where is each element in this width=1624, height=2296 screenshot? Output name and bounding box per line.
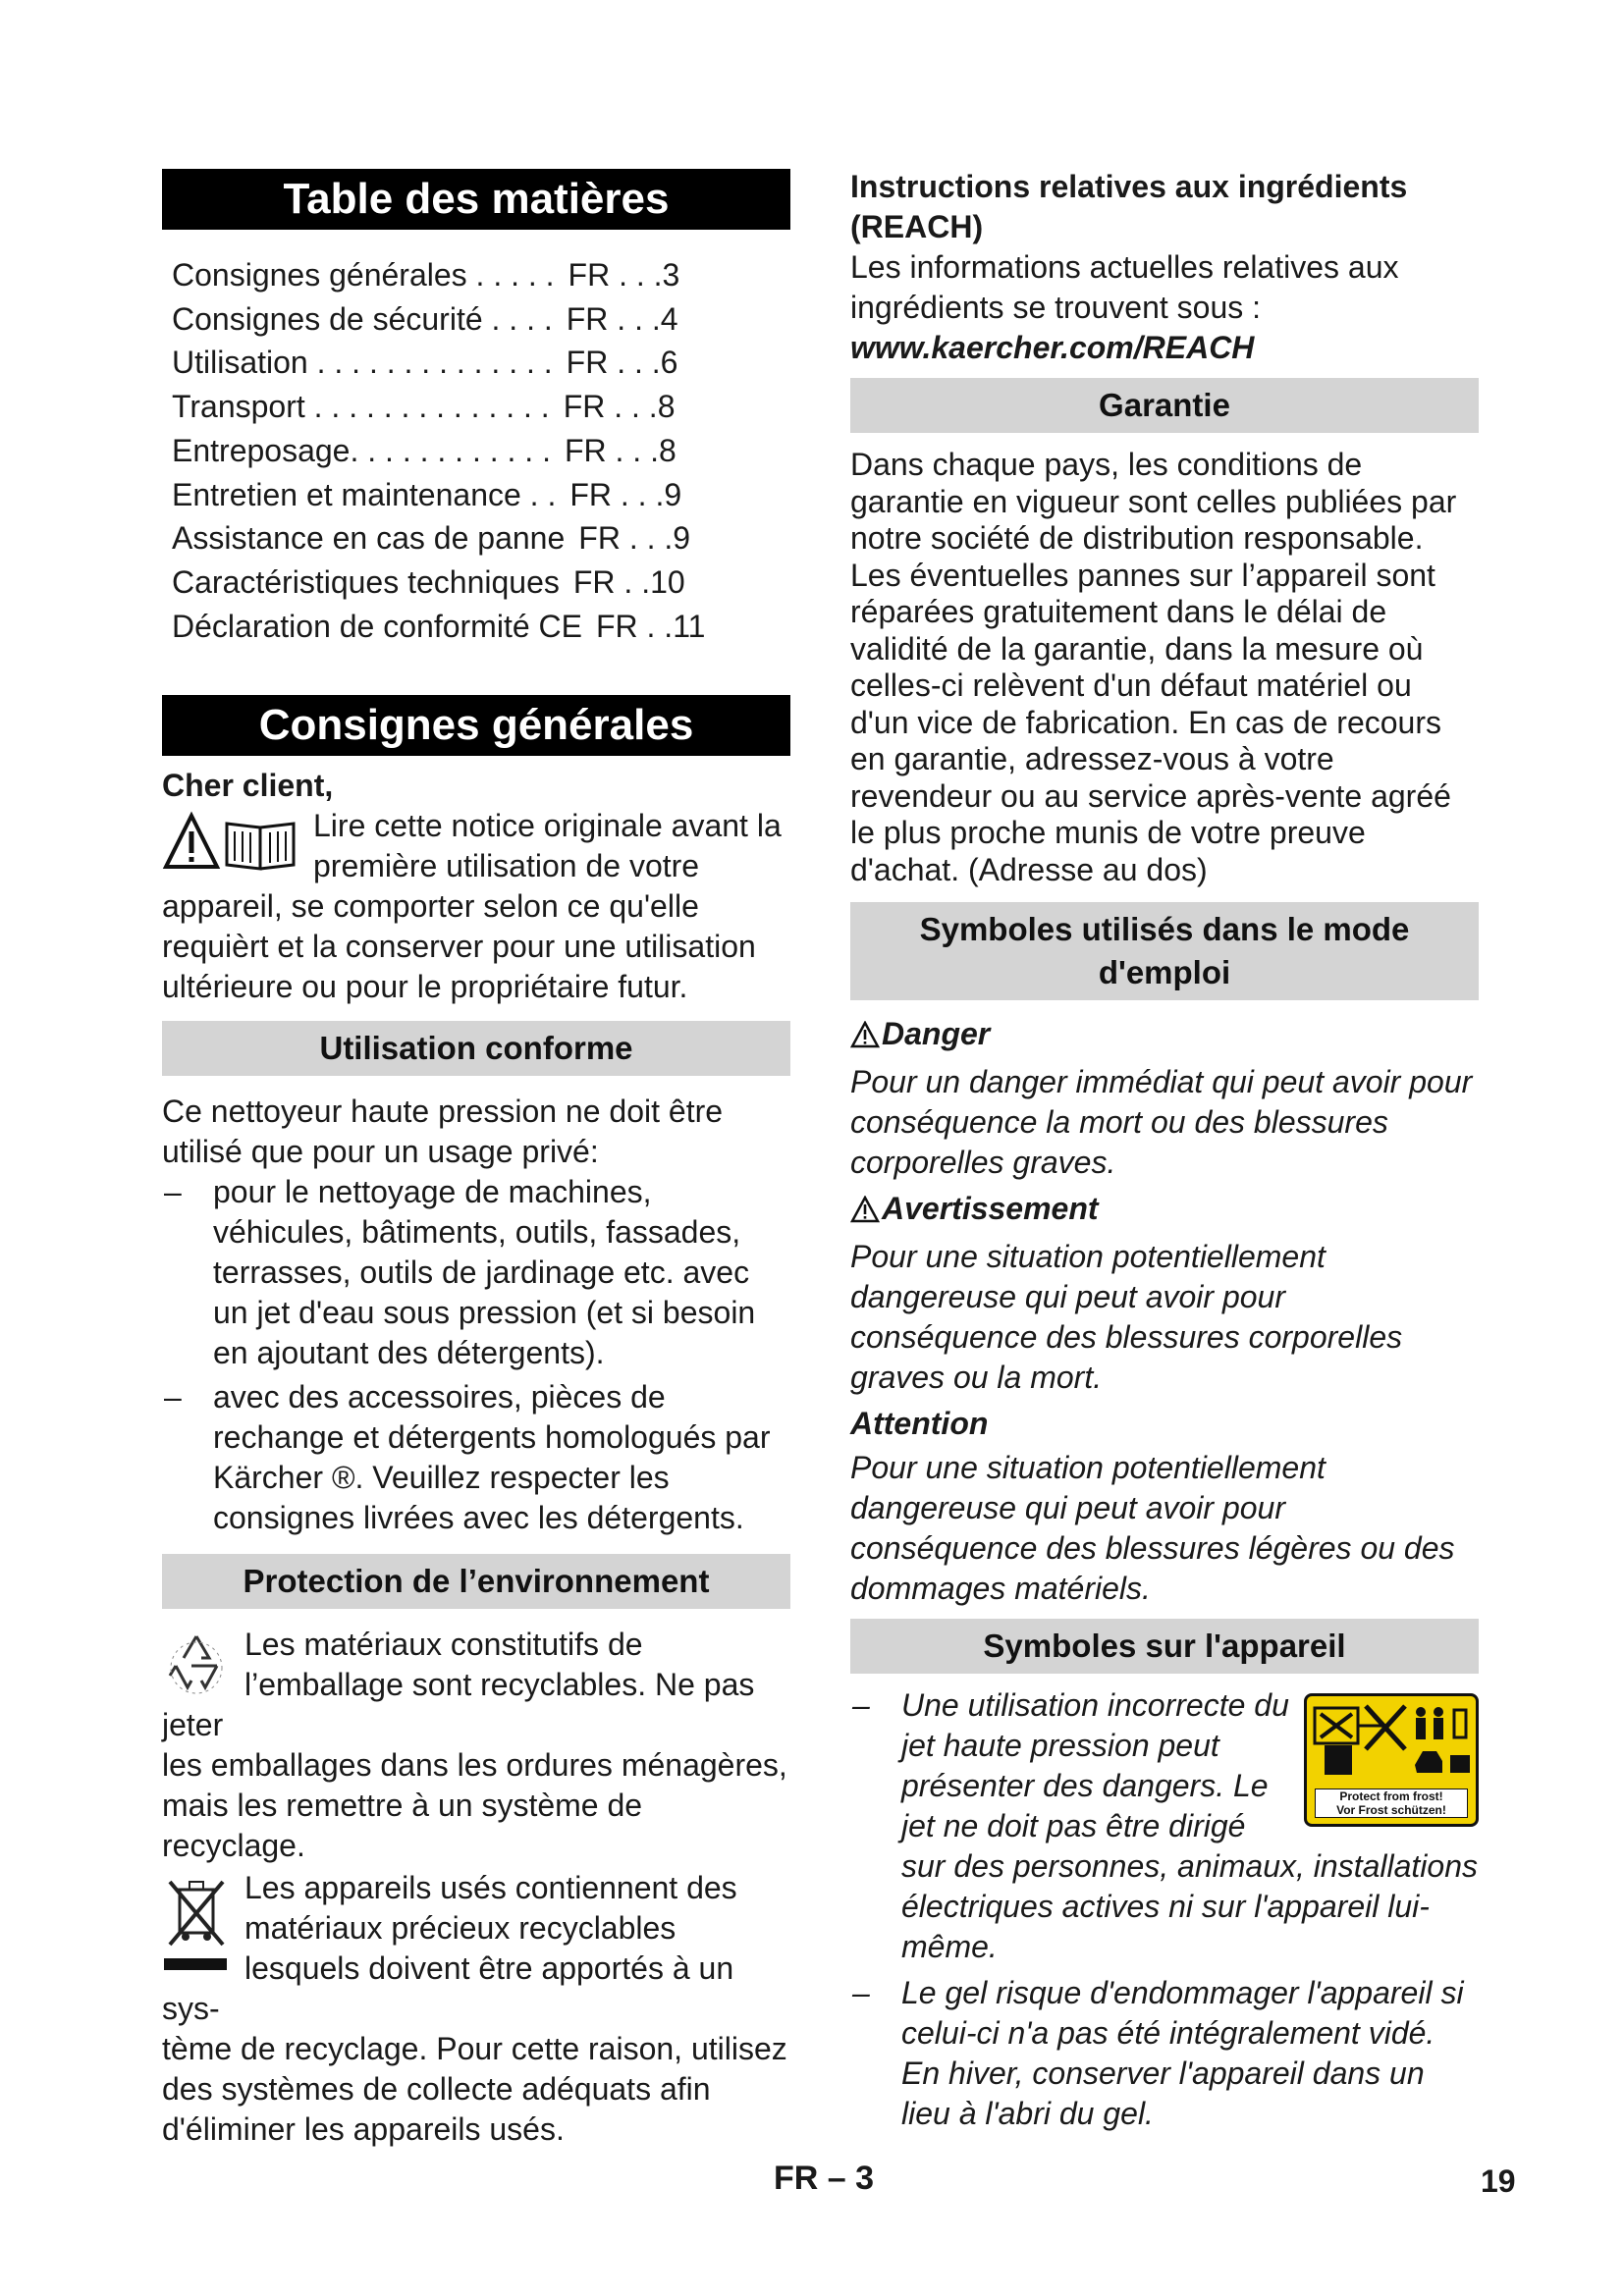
right-column (850, 167, 1479, 2134)
toc-item[interactable]: Entreposage. . . . . . . . . . . . FR . . .8 (172, 432, 677, 468)
footer-section-code: FR – 3 (774, 2160, 875, 2197)
device-symbols-block (850, 1685, 1479, 2134)
toc-item[interactable]: Entretien et maintenance . . FR . . .9 (172, 476, 682, 512)
reach-link[interactable]: www.kaercher.com/REACH (850, 330, 1255, 365)
list-item: – Le gel risque d'endommager l'appareil si celui-ci n'a pas été intégralement vidé. En hiver, conserver l'appareil dans un lieu à l'abri du gel. (852, 1975, 1464, 2131)
toc-item[interactable]: Utilisation . . . . . . . . . . . . . . FR . . .6 (172, 345, 678, 381)
general-heading: Consignes générales (162, 695, 790, 756)
environment-heading: Protection de l’environnement (162, 1554, 790, 1609)
warranty-heading: Garantie (850, 378, 1479, 433)
danger-text: Pour un danger immédiat qui peut avoir pour conséquence la mort ou des blessures corporelles graves. (850, 1064, 1473, 1180)
weee-block (162, 1868, 790, 2150)
symbols-device-heading: Symboles sur l'appareil (850, 1619, 1479, 1674)
toc-item[interactable]: Caractéristiques techniques FR . .10 (172, 563, 685, 600)
reach-text: Les informations actuelles relatives aux ingrédients se trouvent sous : (850, 249, 1399, 325)
recycle-text-b: les emballages dans les ordures ménagères, mais les remettre à un système de recyclage. (162, 1747, 787, 1864)
list-item: – avec des accessoires, pièces de rechange et détergents homologués par Kärcher ®. Veuillez respecter les consignes livrées avec les détergents. (164, 1379, 771, 1536)
intended-use-heading: Utilisation conforme (162, 1021, 790, 1076)
toc-item[interactable]: Transport . . . . . . . . . . . . . . FR . . .8 (172, 389, 676, 425)
recycle-text-a: Les matériaux constitutifs de l’emballage sont recyclables. Ne pas jeter (162, 1627, 755, 1743)
toc-item[interactable]: Assistance en cas de panne FR . . .9 (172, 520, 691, 557)
footer-page-number: 19 (1481, 2163, 1516, 2199)
frost-warning-text: Protect from frost! Vor Frost schützen! (1315, 1789, 1468, 1818)
warning-text: Pour une situation potentiellement dangereuse qui peut avoir pour conséquence des blessures corporelles graves ou la mort. (850, 1239, 1403, 1395)
warning-label: Avertissement (850, 1189, 1479, 1233)
left-column (162, 169, 790, 2150)
table-of-contents (172, 253, 790, 648)
read-manual-icon (162, 810, 299, 883)
intro-text-a: Lire cette notice originale avant la première utilisation de votre (313, 808, 782, 884)
recycle-icon (162, 1629, 231, 1702)
reach-heading: Instructions relatives aux ingrédients (REACH) (850, 169, 1408, 244)
list-item: – Une utilisation incorrecte du jet haute pression peut présenter des dangers. Le jet ne doit pas être dirigé sur des personnes, animaux, installations électriques actives ni sur l'appareil lui-même. (852, 1687, 1478, 1964)
warning-triangle-icon (850, 1018, 880, 1058)
toc-item[interactable]: Consignes de sécurité . . . . FR . . .4 (172, 300, 678, 337)
intended-use-text: Ce nettoyeur haute pression ne doit être utilisé que pour un usage privé: (162, 1094, 724, 1170)
warning-triangle-icon (850, 1193, 880, 1233)
recycle-block (162, 1625, 790, 1866)
list-item: – pour le nettoyage de machines, véhicules, bâtiments, outils, fassades, terrasses, outils de jardinage etc. avec un jet d'eau sous pression (et si besoin en ajoutant des détergents). (164, 1174, 756, 1371)
weee-text-a: Les appareils usés contiennent des matériaux précieux recyclables lesquels doivent être apportés à un sys- (162, 1870, 737, 2027)
toc-item[interactable]: Déclaration de conformité CE FR . .11 (172, 608, 706, 644)
intro-block (162, 806, 790, 1007)
crossed-bin-icon (162, 1872, 231, 1985)
symbols-manual-heading: Symboles utilisés dans le mode d'emploi (850, 902, 1479, 1000)
danger-label: Danger (850, 1014, 1479, 1058)
toc-item[interactable]: Consignes générales . . . . . FR . . .3 (172, 257, 680, 293)
intro-text-b: appareil, se comporter selon ce qu'elle requièrt et la conserver pour une utilisation ultérieure ou pour le propriétaire futur. (162, 888, 756, 1005)
weee-text-b: tème de recyclage. Pour cette raison, utilisez des systèmes de collecte adéquats afin d'éliminer les appareils usés. (162, 2031, 787, 2148)
caution-label: Attention (850, 1406, 989, 1441)
warranty-text: Dans chaque pays, les conditions de garantie en vigueur sont celles publiées par notre société de distribution responsable. Les éventuelles pannes sur l’appareil sont réparées gratuitement dans le délai de validité de la garantie, dans la mesure où celles-ci relèvent d'un défaut matériel ou d'un vice de fabrication. En cas de recours en garantie, adressez-vous à votre revendeur ou au service après-vente agréé le plus proche munis de votre preuve d'achat. (Adresse au dos) (850, 447, 1457, 887)
toc-heading: Table des matières (162, 169, 790, 230)
caution-text: Pour une situation potentiellement dangereuse qui peut avoir pour conséquence des blessures légères ou des dommages matériels. (850, 1450, 1455, 1606)
greeting: Cher client, (162, 768, 334, 804)
